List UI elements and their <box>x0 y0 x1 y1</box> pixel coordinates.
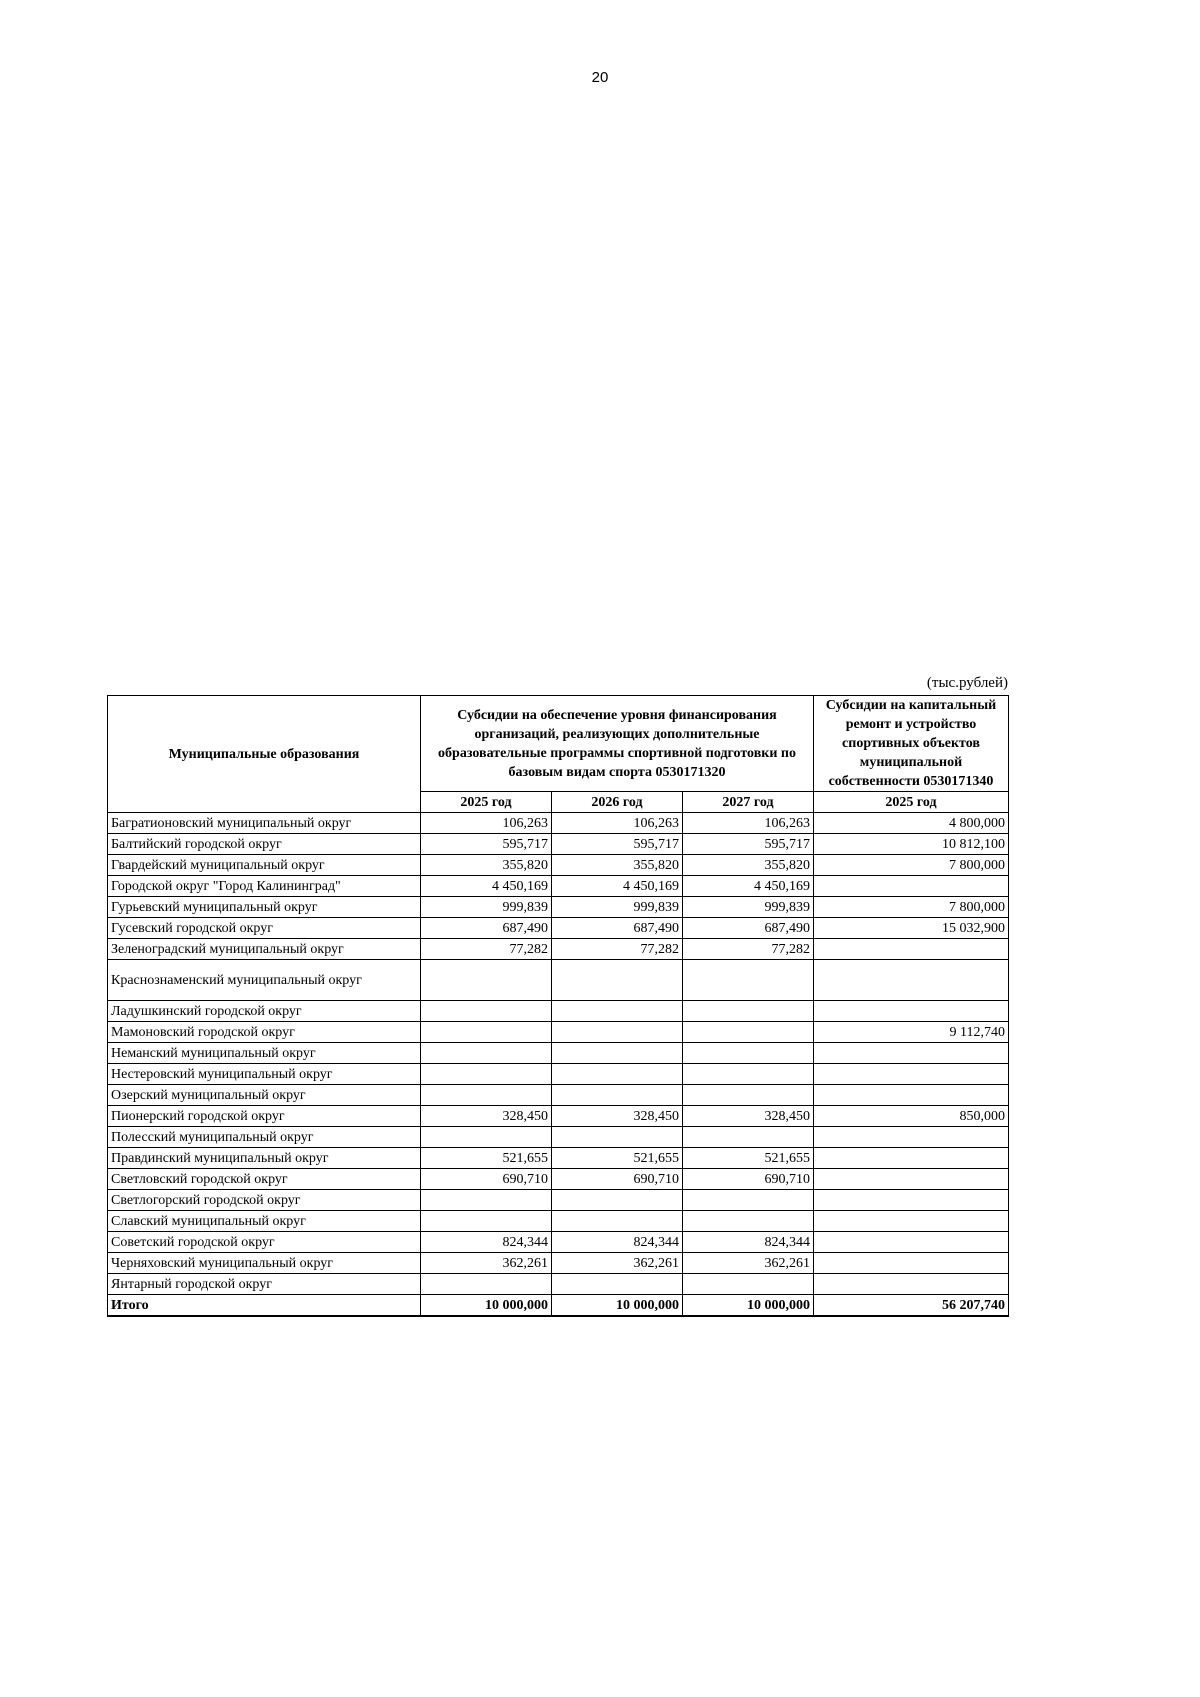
value-2025-cell: 77,282 <box>421 939 552 960</box>
municipality-name-cell: Багратионовский муниципальный округ <box>108 813 421 834</box>
municipality-name-cell: Ладушкинский городской округ <box>108 1001 421 1022</box>
municipality-name-cell: Неманский муниципальный округ <box>108 1043 421 1064</box>
municipality-name-cell: Зеленоградский муниципальный округ <box>108 939 421 960</box>
table-row <box>108 1232 1009 1253</box>
table-row <box>108 939 1009 960</box>
header-subsidy-capital: Субсидии на капитальный ремонт и устройство спортивных объектов муниципальной собственности 0530171340 <box>814 696 1009 792</box>
value-2026-cell: 77,282 <box>552 939 683 960</box>
municipality-name-cell: Городской округ "Город Калининград" <box>108 876 421 897</box>
value-2025-cell: 690,710 <box>421 1169 552 1190</box>
capital-2025-cell <box>814 960 1009 1001</box>
value-2025-cell: 106,263 <box>421 813 552 834</box>
municipality-name-cell: Краснознаменский муниципальный округ <box>108 960 421 1001</box>
value-2027-cell <box>683 1211 814 1232</box>
header-year: 2025 год <box>421 792 552 813</box>
value-2027-cell: 690,710 <box>683 1169 814 1190</box>
value-2027-cell: 77,282 <box>683 939 814 960</box>
value-2025-cell <box>421 1085 552 1106</box>
capital-2025-cell <box>814 876 1009 897</box>
municipality-name-cell: Балтийский городской округ <box>108 834 421 855</box>
value-2027-cell: 328,450 <box>683 1106 814 1127</box>
value-2027-cell <box>683 1001 814 1022</box>
table-row <box>108 1274 1009 1295</box>
table-row <box>108 960 1009 1001</box>
municipality-name-cell: Полесский муниципальный округ <box>108 1127 421 1148</box>
value-2026-cell: 106,263 <box>552 813 683 834</box>
value-2025-cell: 355,820 <box>421 855 552 876</box>
capital-2025-cell <box>814 1043 1009 1064</box>
value-2025-cell: 687,490 <box>421 918 552 939</box>
capital-2025-cell <box>814 1190 1009 1211</box>
value-2025-cell: 999,839 <box>421 897 552 918</box>
municipality-name-cell: Мамоновский городской округ <box>108 1022 421 1043</box>
municipality-name-cell: Черняховский муниципальный округ <box>108 1253 421 1274</box>
capital-2025-cell <box>814 1127 1009 1148</box>
value-2027-cell <box>683 1274 814 1295</box>
value-2027-cell: 999,839 <box>683 897 814 918</box>
capital-2025-cell <box>814 1232 1009 1253</box>
unit-note: (тыс.рублей) <box>926 675 1008 691</box>
value-2026-cell <box>552 1022 683 1043</box>
total-value-cell: 10 000,000 <box>552 1295 683 1317</box>
value-2025-cell: 521,655 <box>421 1148 552 1169</box>
table-row <box>108 1169 1009 1190</box>
value-2025-cell <box>421 1064 552 1085</box>
header-year: 2026 год <box>552 792 683 813</box>
total-value-cell: 10 000,000 <box>421 1295 552 1317</box>
table-row <box>108 1064 1009 1085</box>
capital-2025-cell: 9 112,740 <box>814 1022 1009 1043</box>
value-2027-cell: 106,263 <box>683 813 814 834</box>
total-value-cell: 56 207,740 <box>814 1295 1009 1317</box>
municipality-name-cell: Славский муниципальный округ <box>108 1211 421 1232</box>
header-subsidy-financing: Субсидии на обеспечение уровня финансирования организаций, реализующих дополнительные образовательные программы спортивной подготовки по базовым видам спорта 0530171320 <box>421 696 814 792</box>
value-2027-cell <box>683 1127 814 1148</box>
table-row <box>108 855 1009 876</box>
capital-2025-cell <box>814 1085 1009 1106</box>
capital-2025-cell <box>814 1148 1009 1169</box>
capital-2025-cell <box>814 1169 1009 1190</box>
total-value-cell: 10 000,000 <box>683 1295 814 1317</box>
capital-2025-cell <box>814 1211 1009 1232</box>
value-2027-cell: 362,261 <box>683 1253 814 1274</box>
table-row <box>108 834 1009 855</box>
value-2025-cell <box>421 1022 552 1043</box>
value-2026-cell: 999,839 <box>552 897 683 918</box>
capital-2025-cell: 4 800,000 <box>814 813 1009 834</box>
value-2026-cell: 328,450 <box>552 1106 683 1127</box>
value-2025-cell <box>421 1043 552 1064</box>
table-row <box>108 1043 1009 1064</box>
municipality-name-cell: Пионерский городской округ <box>108 1106 421 1127</box>
capital-2025-cell <box>814 1274 1009 1295</box>
table-row <box>108 1085 1009 1106</box>
value-2026-cell <box>552 1274 683 1295</box>
value-2027-cell <box>683 1043 814 1064</box>
value-2026-cell: 595,717 <box>552 834 683 855</box>
table-row <box>108 1190 1009 1211</box>
value-2025-cell <box>421 1274 552 1295</box>
capital-2025-cell <box>814 1001 1009 1022</box>
value-2027-cell: 595,717 <box>683 834 814 855</box>
municipality-name-cell: Нестеровский муниципальный округ <box>108 1064 421 1085</box>
municipality-name-cell: Советский городской округ <box>108 1232 421 1253</box>
table-row <box>108 813 1009 834</box>
value-2027-cell <box>683 1022 814 1043</box>
capital-2025-cell <box>814 939 1009 960</box>
subsidy-table <box>107 695 1009 1317</box>
value-2026-cell: 4 450,169 <box>552 876 683 897</box>
header-year: 2025 год <box>814 792 1009 813</box>
municipality-name-cell: Янтарный городской округ <box>108 1274 421 1295</box>
municipality-name-cell: Правдинский муниципальный округ <box>108 1148 421 1169</box>
table-row <box>108 1001 1009 1022</box>
value-2026-cell <box>552 1190 683 1211</box>
municipality-name-cell: Гусевский городской округ <box>108 918 421 939</box>
capital-2025-cell: 10 812,100 <box>814 834 1009 855</box>
value-2026-cell: 521,655 <box>552 1148 683 1169</box>
capital-2025-cell <box>814 1064 1009 1085</box>
municipality-name-cell: Гурьевский муниципальный округ <box>108 897 421 918</box>
table-row <box>108 918 1009 939</box>
value-2027-cell: 4 450,169 <box>683 876 814 897</box>
value-2025-cell: 824,344 <box>421 1232 552 1253</box>
value-2027-cell <box>683 1085 814 1106</box>
table-row <box>108 1211 1009 1232</box>
value-2027-cell <box>683 1190 814 1211</box>
value-2025-cell <box>421 1211 552 1232</box>
value-2025-cell: 4 450,169 <box>421 876 552 897</box>
municipality-name-cell: Озерский муниципальный округ <box>108 1085 421 1106</box>
value-2026-cell <box>552 960 683 1001</box>
table-row <box>108 1127 1009 1148</box>
value-2026-cell <box>552 1001 683 1022</box>
value-2025-cell <box>421 960 552 1001</box>
value-2026-cell: 824,344 <box>552 1232 683 1253</box>
header-municipalities: Муниципальные образования <box>108 696 421 813</box>
value-2025-cell: 595,717 <box>421 834 552 855</box>
table-row <box>108 897 1009 918</box>
table-row <box>108 1022 1009 1043</box>
capital-2025-cell: 850,000 <box>814 1106 1009 1127</box>
value-2026-cell <box>552 1211 683 1232</box>
municipality-name-cell: Светловский городской округ <box>108 1169 421 1190</box>
value-2026-cell: 362,261 <box>552 1253 683 1274</box>
table-body <box>108 813 1009 1317</box>
value-2025-cell: 328,450 <box>421 1106 552 1127</box>
value-2026-cell <box>552 1127 683 1148</box>
value-2027-cell: 687,490 <box>683 918 814 939</box>
value-2025-cell <box>421 1190 552 1211</box>
table-row <box>108 1253 1009 1274</box>
value-2025-cell <box>421 1001 552 1022</box>
total-row <box>108 1295 1009 1317</box>
value-2025-cell: 362,261 <box>421 1253 552 1274</box>
value-2027-cell: 824,344 <box>683 1232 814 1253</box>
municipality-name-cell: Светлогорский городской округ <box>108 1190 421 1211</box>
value-2027-cell <box>683 1064 814 1085</box>
capital-2025-cell: 15 032,900 <box>814 918 1009 939</box>
page-number: 20 <box>591 69 609 86</box>
capital-2025-cell: 7 800,000 <box>814 855 1009 876</box>
value-2026-cell <box>552 1064 683 1085</box>
table-row <box>108 1148 1009 1169</box>
table-row <box>108 876 1009 897</box>
value-2027-cell: 521,655 <box>683 1148 814 1169</box>
value-2027-cell <box>683 960 814 1001</box>
total-label: Итого <box>108 1295 421 1317</box>
value-2025-cell <box>421 1127 552 1148</box>
municipality-name-cell: Гвардейский муниципальный округ <box>108 855 421 876</box>
value-2026-cell <box>552 1043 683 1064</box>
value-2027-cell: 355,820 <box>683 855 814 876</box>
value-2026-cell: 690,710 <box>552 1169 683 1190</box>
capital-2025-cell: 7 800,000 <box>814 897 1009 918</box>
value-2026-cell: 687,490 <box>552 918 683 939</box>
header-year: 2027 год <box>683 792 814 813</box>
table-row <box>108 1106 1009 1127</box>
value-2026-cell: 355,820 <box>552 855 683 876</box>
capital-2025-cell <box>814 1253 1009 1274</box>
value-2026-cell <box>552 1085 683 1106</box>
